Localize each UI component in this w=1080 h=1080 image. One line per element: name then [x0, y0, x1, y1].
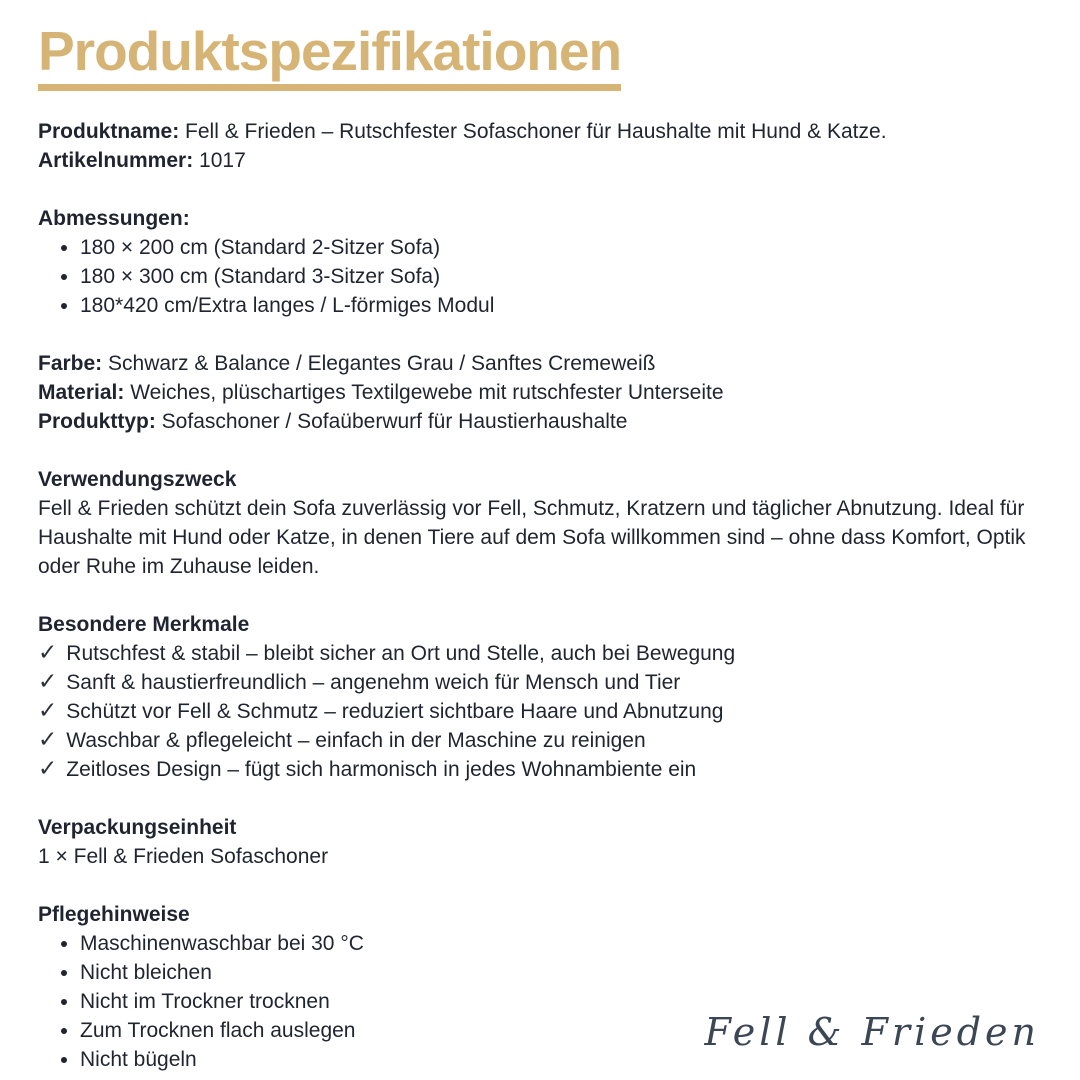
- spacer: [38, 175, 1042, 204]
- list-item: • Nicht im Trockner trocknen: [80, 987, 1042, 1016]
- list-item: • Maschinenwaschbar bei 30 °C: [80, 929, 1042, 958]
- spacer: [38, 784, 1042, 813]
- features-section: [38, 610, 1042, 784]
- list-item: • Nicht bleichen: [80, 958, 1042, 987]
- packaging-heading: Verpackungseinheit: [38, 816, 237, 839]
- spacer: [38, 581, 1042, 610]
- product-identity-section: [38, 117, 1042, 175]
- article-number-row: [38, 146, 1042, 175]
- spacer: [38, 871, 1042, 900]
- spacer: [38, 436, 1042, 465]
- dimensions-heading: Abmessungen:: [38, 207, 190, 230]
- color-value: Schwarz & Balance / Elegantes Grau / Sanftes Cremeweiß: [108, 352, 656, 375]
- product-name-row: [38, 117, 1042, 146]
- feature-text: Rutschfest & stabil – bleibt sicher an Ort und Stelle, auch bei Bewegung: [66, 642, 736, 665]
- dimensions-list: [38, 233, 1042, 320]
- material-row: [38, 378, 1042, 407]
- attributes-section: [38, 349, 1042, 436]
- list-item: • 180 × 200 cm (Standard 2-Sitzer Sofa): [80, 233, 1042, 262]
- checkmark-icon: ✓: [38, 698, 58, 724]
- feature-row: [38, 755, 1042, 784]
- product-name-label: Produktname:: [38, 120, 180, 143]
- feature-row: [38, 697, 1042, 726]
- feature-row: [38, 639, 1042, 668]
- dimensions-section: [38, 204, 1042, 320]
- feature-text: Zeitloses Design – fügt sich harmonisch in jedes Wohnambiente ein: [66, 758, 697, 781]
- product-type-label: Produkttyp:: [38, 410, 156, 433]
- feature-text: Waschbar & pflegeleicht – einfach in der Maschine zu reinigen: [66, 729, 646, 752]
- purpose-text: Fell & Frieden schützt dein Sofa zuverlässig vor Fell, Schmutz, Kratzern und täglicher Abnutzung. Ideal für Haushalte mit Hund oder Katze, in denen Tiere auf dem Sofa willkommen sind – ohne dass Komfort, Optik oder Ruhe im Zuhause leiden.: [38, 497, 1026, 578]
- material-value: Weiches, plüschartiges Textilgewebe mit rutschfester Unterseite: [130, 381, 724, 404]
- product-type-row: [38, 407, 1042, 436]
- page-title: Produktspezifikationen: [38, 24, 621, 91]
- color-label: Farbe:: [38, 352, 103, 375]
- color-row: [38, 349, 1042, 378]
- purpose-section: [38, 465, 1042, 581]
- list-item: • 180 × 300 cm (Standard 3-Sitzer Sofa): [80, 262, 1042, 291]
- list-item: • Zum Trocknen flach auslegen: [80, 1016, 1042, 1045]
- product-type-value: Sofaschoner / Sofaüberwurf für Haustierhaushalte: [161, 410, 628, 433]
- spacer: [38, 320, 1042, 349]
- feature-text: Sanft & haustierfreundlich – angenehm weich für Mensch und Tier: [66, 671, 681, 694]
- packaging-section: [38, 813, 1042, 871]
- article-number-label: Artikelnummer:: [38, 149, 194, 172]
- checkmark-icon: ✓: [38, 669, 58, 695]
- packaging-text: 1 × Fell & Frieden Sofaschoner: [38, 845, 329, 868]
- list-item: • 180*420 cm/Extra langes / L-förmiges Modul: [80, 291, 1042, 320]
- feature-row: [38, 726, 1042, 755]
- brand-logo: Fell & Frieden: [704, 1010, 1040, 1054]
- checkmark-icon: ✓: [38, 756, 58, 782]
- list-item: • Nicht bügeln: [80, 1045, 1042, 1074]
- features-heading: Besondere Merkmale: [38, 613, 250, 636]
- feature-text: Schützt vor Fell & Schmutz – reduziert sichtbare Haare und Abnutzung: [66, 700, 724, 723]
- product-name-value: Fell & Frieden – Rutschfester Sofaschoner für Haushalte mit Hund & Katze.: [185, 120, 887, 143]
- checkmark-icon: ✓: [38, 640, 58, 666]
- article-number-value: 1017: [199, 149, 246, 172]
- feature-row: [38, 668, 1042, 697]
- care-heading: Pflegehinweise: [38, 903, 190, 926]
- material-label: Material:: [38, 381, 125, 404]
- purpose-heading: Verwendungszweck: [38, 468, 237, 491]
- checkmark-icon: ✓: [38, 727, 58, 753]
